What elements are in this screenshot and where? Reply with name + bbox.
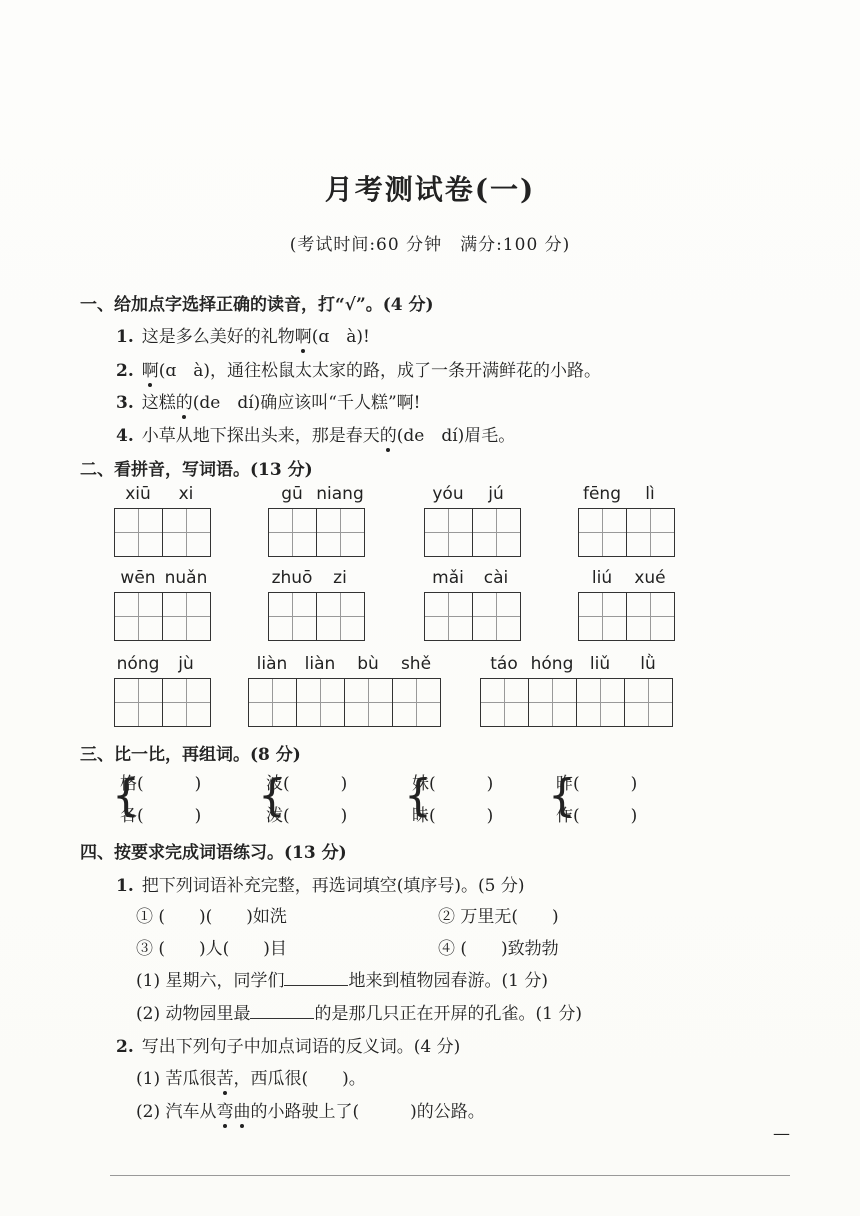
writing-box[interactable]: [473, 509, 520, 556]
writing-box[interactable]: [425, 593, 473, 640]
item-text: (ɑ à)，通往松鼠太太家的路，成了一条开满鲜花的小路。: [158, 361, 602, 381]
compare-item: 昧( ): [412, 806, 494, 826]
compare-item: 作( ): [556, 806, 638, 826]
writing-box[interactable]: [163, 509, 210, 556]
pinyin: wēn: [120, 568, 156, 588]
writing-box[interactable]: [393, 679, 440, 726]
compare-pair: [404, 768, 494, 832]
sentence-text: 的小路驶上了( )的公路。: [250, 1102, 485, 1122]
pinyin: jú: [488, 484, 504, 504]
sentence-text: 地来到植物园春游。(1 分): [348, 971, 548, 991]
compare-item: 泼( ): [266, 806, 348, 826]
sentence-text: (2) 动物园里最: [136, 1004, 251, 1024]
brace-icon: {: [112, 770, 140, 821]
pinyin-group: [578, 568, 675, 641]
writing-box[interactable]: [269, 593, 317, 640]
sentence-text: ，西瓜很( )。: [233, 1069, 366, 1089]
writing-box[interactable]: [115, 593, 163, 640]
writing-box[interactable]: [115, 679, 163, 726]
s1-item-2: [116, 356, 601, 381]
pinyin: fēng: [582, 484, 621, 504]
item-number: 3.: [116, 393, 134, 413]
section-1-heading: 一、给加点字选择正确的读音，打“√”。(4 分): [80, 295, 434, 315]
writing-box[interactable]: [345, 679, 393, 726]
pinyin: cài: [483, 568, 509, 588]
writing-box[interactable]: [579, 593, 627, 640]
brace-icon: {: [258, 770, 286, 821]
item-text: 这糕: [141, 393, 176, 413]
writing-box[interactable]: [317, 509, 364, 556]
pinyin: gū: [281, 484, 303, 504]
pinyin: shě: [400, 654, 432, 674]
compare-pair: [258, 768, 348, 832]
fill-sentence-2: [136, 999, 582, 1024]
dotted-char: 的: [175, 393, 193, 413]
sentence-text: (1) 星期六，同学们: [136, 971, 285, 991]
pinyin-group: [268, 484, 365, 557]
pinyin: nóng: [116, 654, 160, 674]
writing-box[interactable]: [577, 679, 625, 726]
s1-item-1: [116, 322, 370, 347]
dotted-char: 弯: [216, 1102, 234, 1122]
brace-icon: {: [404, 770, 432, 821]
writing-box[interactable]: [297, 679, 345, 726]
compare-pair: [548, 768, 638, 832]
writing-box[interactable]: [163, 593, 210, 640]
pinyin: zhuō: [271, 568, 313, 588]
writing-box[interactable]: [269, 509, 317, 556]
pinyin: niang: [316, 484, 364, 504]
pinyin: xiū: [125, 484, 151, 504]
s1-item-4: [116, 421, 515, 446]
compare-item: 昨( ): [556, 774, 638, 794]
pinyin: lǜ: [640, 654, 656, 674]
pinyin: yóu: [432, 484, 464, 504]
antonym-sentence-2: [136, 1097, 485, 1122]
pinyin-group: [578, 484, 675, 557]
answer-blank[interactable]: [284, 985, 348, 986]
writing-box[interactable]: [249, 679, 297, 726]
pinyin-group: [424, 484, 521, 557]
item-number: 4.: [116, 426, 134, 446]
item-text: (ɑ à)!: [311, 327, 370, 347]
pinyin-group: [114, 568, 211, 641]
pinyin: zi: [333, 568, 347, 588]
footer-divider: [110, 1175, 790, 1176]
pinyin: liàn: [256, 654, 288, 674]
pinyin: mǎi: [432, 568, 464, 588]
pinyin: lì: [645, 484, 655, 504]
section-2-heading: 二、看拼音，写词语。(13 分): [80, 460, 313, 480]
writing-box[interactable]: [579, 509, 627, 556]
pinyin: nuǎn: [164, 568, 208, 588]
pinyin-group: [248, 654, 441, 727]
compare-item: 波( ): [266, 774, 348, 794]
pinyin: jù: [178, 654, 194, 674]
writing-box[interactable]: [627, 593, 674, 640]
pinyin: bù: [357, 654, 379, 674]
pinyin: liú: [591, 568, 613, 588]
writing-box[interactable]: [529, 679, 577, 726]
section-3-heading: 三、比一比，再组词。(8 分): [80, 745, 301, 765]
pinyin: táo: [490, 654, 518, 674]
question-text: 写出下列句子中加点词语的反义词。(4 分): [141, 1037, 461, 1057]
pinyin: liǔ: [589, 654, 611, 674]
pinyin-group: [480, 654, 673, 727]
page-mark: —: [773, 1124, 790, 1144]
pinyin-group: [268, 568, 365, 641]
compare-item: 妹( ): [412, 774, 494, 794]
compare-item: 各( ): [120, 806, 202, 826]
s4-question-2: [116, 1032, 460, 1057]
question-text: 把下列词语补充完整，再选词填空(填序号)。(5 分): [141, 876, 525, 896]
dotted-char: 啊: [294, 327, 312, 347]
item-number: 1.: [116, 876, 134, 896]
writing-box[interactable]: [481, 679, 529, 726]
item-number: 1.: [116, 327, 134, 347]
page-title: 月考测试卷(一): [324, 173, 536, 206]
pinyin: xué: [634, 568, 666, 588]
dotted-char: 的: [379, 426, 397, 446]
item-text: 小草从地下探出头来，那是春天: [141, 426, 380, 446]
answer-blank[interactable]: [250, 1018, 314, 1019]
item-text: (de dí)眉毛。: [396, 426, 516, 446]
pinyin-group: [114, 654, 211, 727]
pinyin: hóng: [530, 654, 574, 674]
word-option: ② 万里无( ): [438, 907, 559, 927]
writing-box[interactable]: [317, 593, 364, 640]
pinyin: xi: [178, 484, 194, 504]
pinyin: liàn: [304, 654, 336, 674]
writing-box[interactable]: [473, 593, 520, 640]
sentence-text: (1) 苦瓜很: [136, 1069, 217, 1089]
item-number: 2.: [116, 1037, 134, 1057]
item-text: 这是多么美好的礼物: [141, 327, 295, 347]
writing-box[interactable]: [627, 509, 674, 556]
dotted-char: 曲: [233, 1102, 251, 1122]
compare-item: 格( ): [120, 774, 202, 794]
fill-sentence-1: [136, 966, 548, 991]
writing-box[interactable]: [115, 509, 163, 556]
writing-box[interactable]: [625, 679, 672, 726]
compare-pair: [112, 768, 202, 832]
exam-info: (考试时间:60 分钟 满分:100 分): [289, 235, 571, 255]
pinyin-group: [114, 484, 211, 557]
pinyin-group: [424, 568, 521, 641]
brace-icon: {: [548, 770, 576, 821]
word-option: ① ( )( )如洗: [136, 907, 287, 927]
section-4-heading: 四、按要求完成词语练习。(13 分): [80, 843, 347, 863]
sentence-text: (2) 汽车从: [136, 1102, 217, 1122]
antonym-sentence-1: [136, 1064, 366, 1089]
s4-question-1: [116, 871, 525, 896]
item-number: 2.: [116, 361, 134, 381]
writing-box[interactable]: [425, 509, 473, 556]
s1-item-3: [116, 388, 421, 413]
dotted-char: 苦: [216, 1069, 234, 1089]
writing-box[interactable]: [163, 679, 210, 726]
word-option: ③ ( )人( )目: [136, 939, 287, 959]
sentence-text: 的是那几只正在开屏的孔雀。(1 分): [314, 1004, 582, 1024]
item-text: (de dí)确应该叫“千人糕”啊!: [192, 393, 421, 413]
word-option: ④ ( )致勃勃: [438, 939, 559, 959]
dotted-char: 啊: [141, 361, 159, 381]
